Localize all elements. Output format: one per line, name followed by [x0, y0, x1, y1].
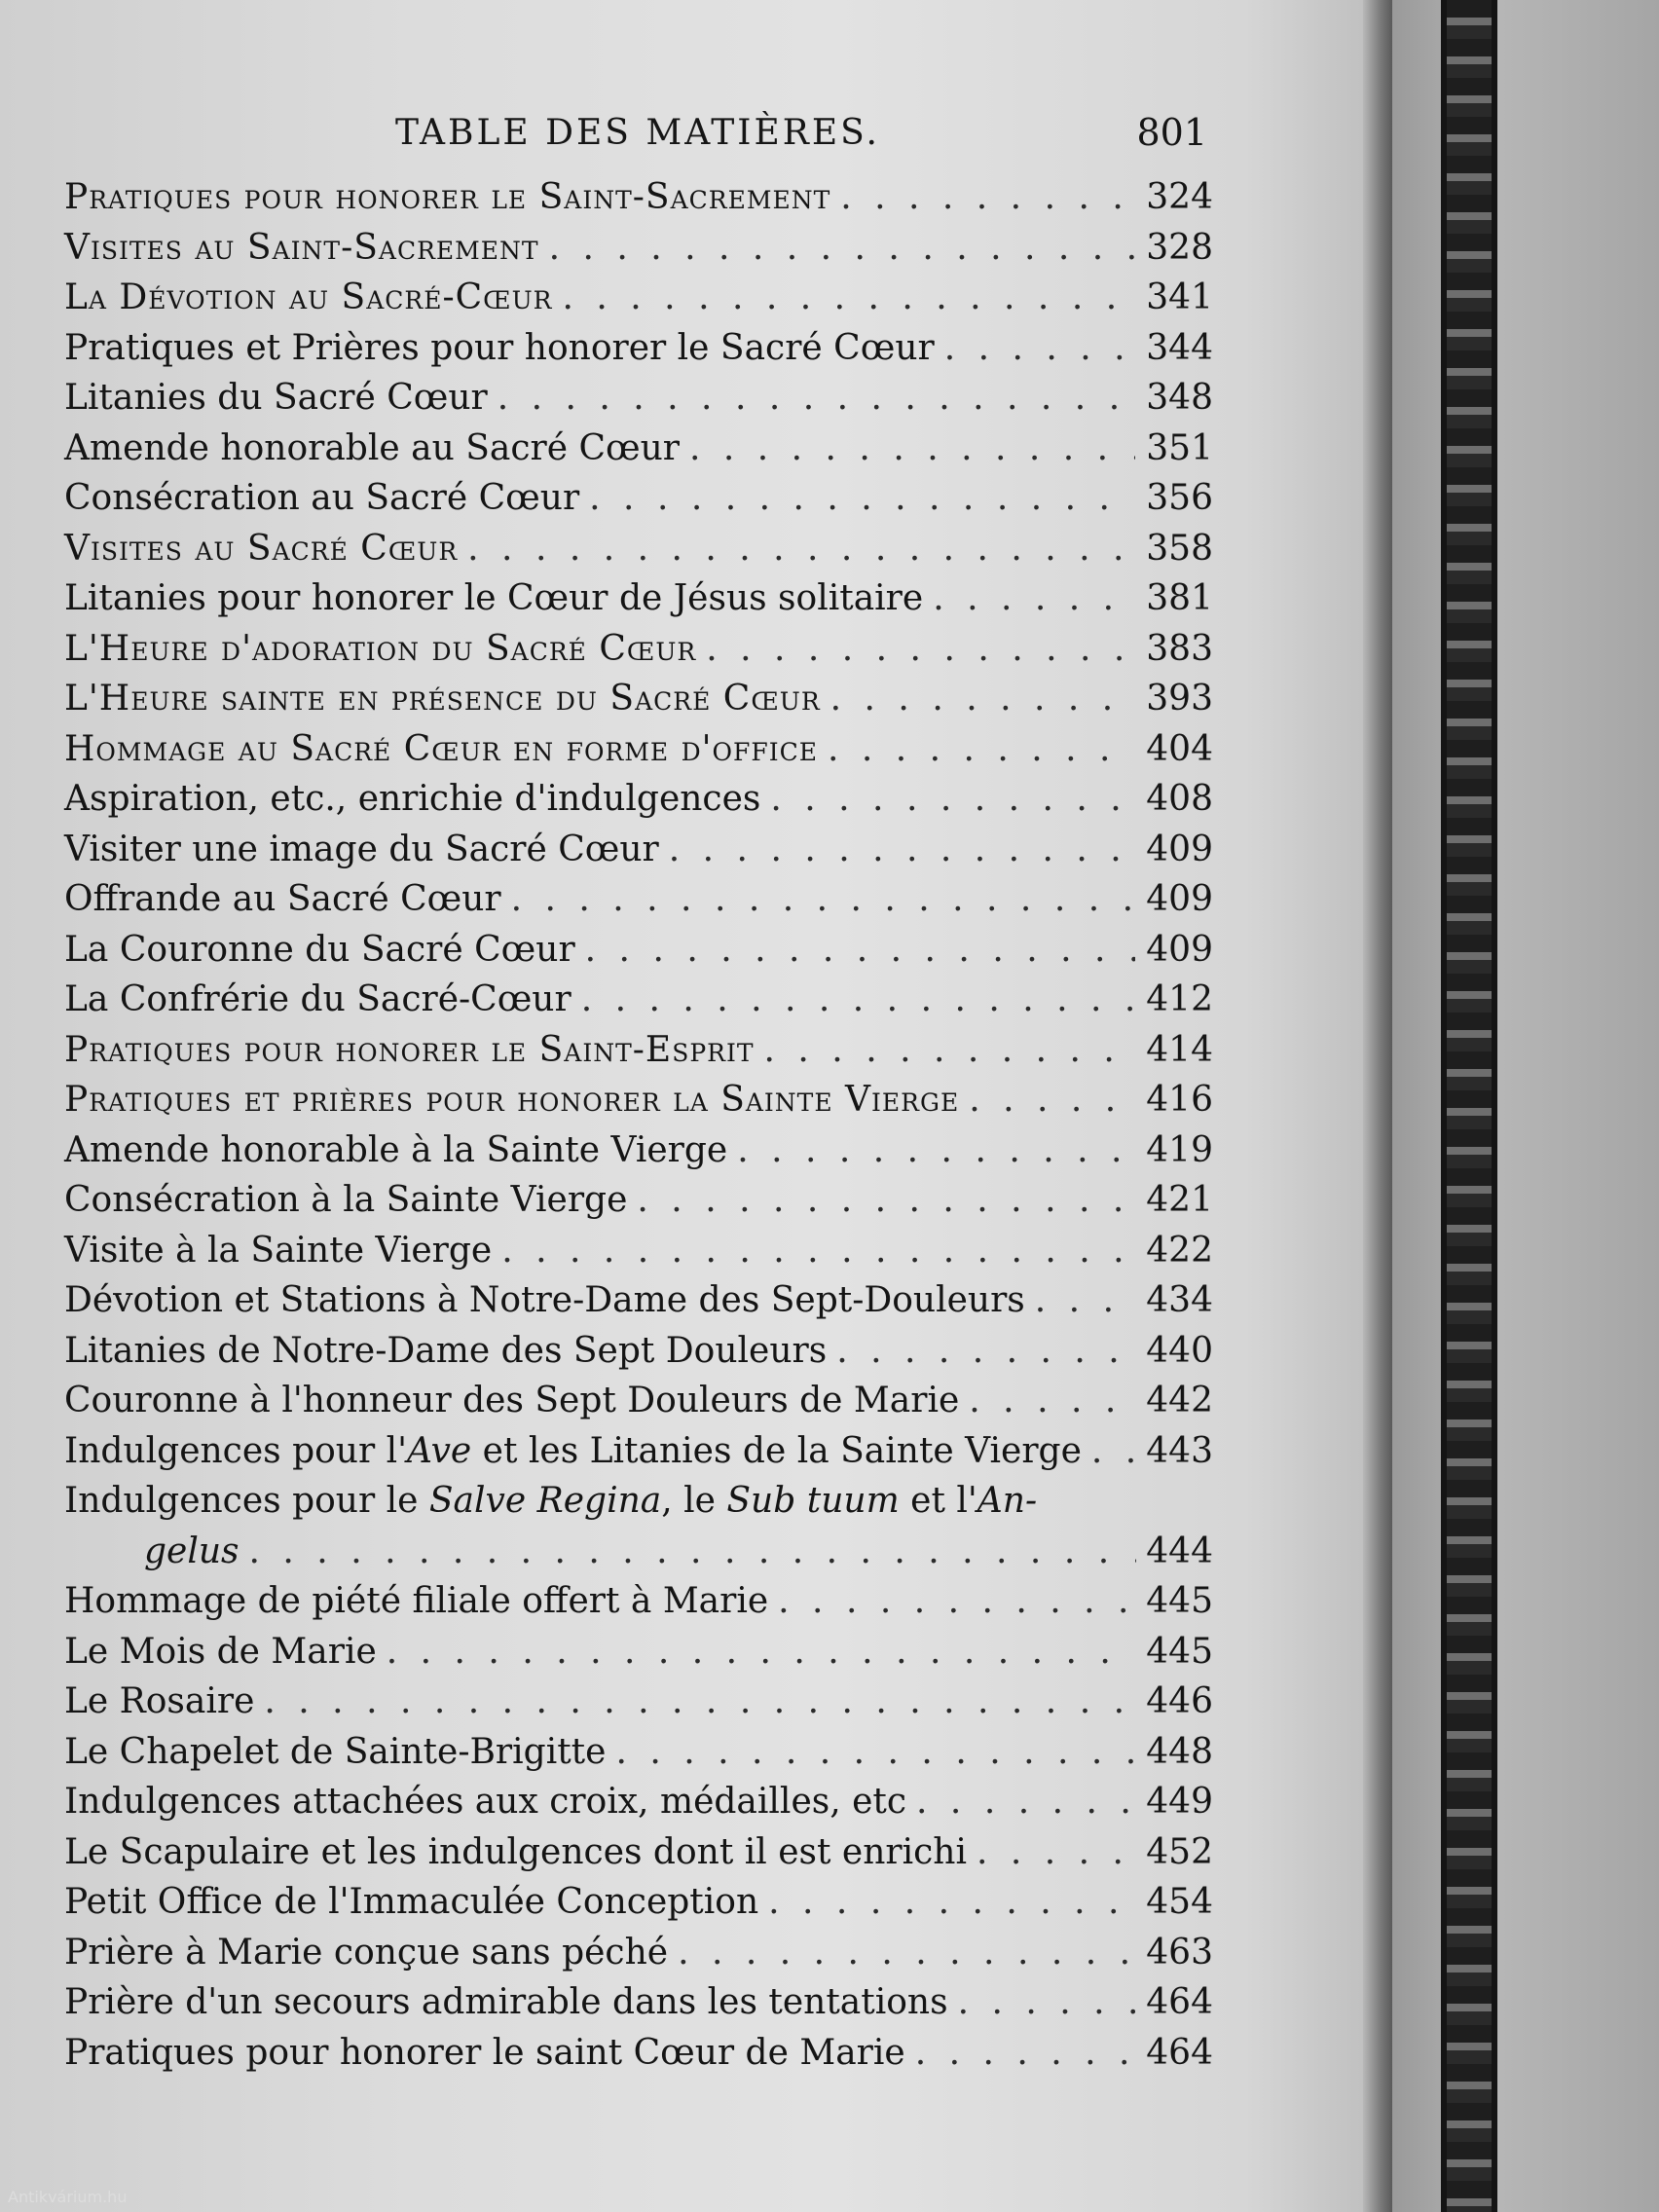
- toc-entry-page: 464: [1146, 1982, 1213, 2022]
- toc-entry-title: Le Chapelet de Sainte-Brigitte: [64, 1731, 607, 1772]
- toc-entry-page: 404: [1146, 728, 1213, 769]
- toc-entry-page: 449: [1146, 1782, 1213, 1822]
- toc-entry: [64, 328, 1213, 379]
- toc-entry: [64, 1882, 1213, 1933]
- dot-leader: [977, 1832, 1135, 1872]
- toc-entry: [64, 1581, 1213, 1632]
- toc-entry-title: Pratiques et prières pour honorer la Sainte Vierge: [64, 1080, 960, 1120]
- toc-entry: [64, 228, 1213, 278]
- table-of-contents: [64, 177, 1213, 2083]
- toc-entry: [64, 1431, 1213, 1482]
- toc-entry-page: 419: [1146, 1129, 1213, 1170]
- toc-entry-title: Visiter une image du Sacré Cœur: [64, 829, 659, 869]
- toc-entry-page: 381: [1146, 578, 1213, 618]
- toc-entry: [64, 1080, 1213, 1130]
- toc-entry-page: 356: [1146, 478, 1213, 518]
- toc-entry: [64, 1982, 1213, 2033]
- toc-entry-title: Consécration à la Sainte Vierge: [64, 1180, 628, 1220]
- toc-entry-page: 421: [1146, 1180, 1213, 1220]
- dot-leader: [706, 629, 1135, 669]
- dot-leader: [615, 1732, 1135, 1772]
- toc-entry: [64, 1280, 1213, 1331]
- toc-entry: [64, 578, 1213, 629]
- toc-entry: [64, 478, 1213, 529]
- toc-entry-title: Amende honorable à la Sainte Vierge: [64, 1129, 728, 1170]
- toc-entry-title-continued: gelus: [144, 1530, 240, 1571]
- dot-leader: [770, 779, 1135, 819]
- dot-leader: [678, 1933, 1135, 1972]
- dot-leader: [836, 1331, 1135, 1371]
- toc-entry-title: La Confrérie du Sacré-Cœur: [64, 979, 571, 1019]
- toc-entry: [64, 1782, 1213, 1832]
- toc-entry-page: 444: [1146, 1530, 1213, 1571]
- toc-entry: [64, 979, 1213, 1030]
- toc-entry-title: Amende honorable au Sacré Cœur: [64, 427, 680, 468]
- toc-entry-page: 464: [1146, 2032, 1213, 2073]
- dot-leader: [969, 1080, 1135, 1120]
- toc-entry: [64, 1481, 1213, 1581]
- toc-entry-title: Le Rosaire: [64, 1681, 255, 1721]
- toc-entry: [64, 830, 1213, 880]
- toc-entry-page: 409: [1146, 829, 1213, 869]
- toc-entry-title: Indulgences pour le Salve Regina, le Sub tuum et l'An-: [64, 1481, 1038, 1521]
- toc-entry-page: 383: [1146, 628, 1213, 669]
- toc-entry: [64, 378, 1213, 428]
- toc-entry: [64, 879, 1213, 930]
- toc-entry-title: Litanies du Sacré Cœur: [64, 378, 488, 418]
- dot-leader: [387, 1632, 1135, 1672]
- toc-entry: [64, 529, 1213, 579]
- toc-entry: [64, 1732, 1213, 1783]
- toc-entry-title: Indulgences pour l'Ave et les Litanies de la Sainte Vierge: [64, 1430, 1082, 1471]
- page-number: 801: [1136, 111, 1207, 154]
- dot-leader: [764, 1030, 1135, 1070]
- toc-entry-page: 348: [1146, 378, 1213, 418]
- toc-entry-title: Prière d'un secours admirable dans les tentations: [64, 1982, 948, 2022]
- toc-entry-page: 358: [1146, 528, 1213, 569]
- toc-entry-page: 409: [1146, 879, 1213, 919]
- toc-entry-title: Litanies de Notre-Dame des Sept Douleurs: [64, 1330, 828, 1371]
- toc-entry-title: Visites au Sacré Cœur: [64, 528, 459, 569]
- toc-entry-page: 434: [1146, 1280, 1213, 1320]
- dot-leader: [958, 1982, 1135, 2022]
- dot-leader: [637, 1180, 1135, 1220]
- toc-entry-title: Hommage de piété filiale offert à Marie: [64, 1581, 769, 1621]
- dot-leader: [944, 328, 1135, 368]
- toc-entry-title: Offrande au Sacré Cœur: [64, 879, 501, 919]
- dot-leader: [830, 679, 1135, 719]
- toc-entry: [64, 1832, 1213, 1883]
- toc-entry-title: L'Heure sainte en présence du Sacré Cœur: [64, 679, 821, 719]
- toc-entry-page: 414: [1146, 1029, 1213, 1070]
- toc-entry-page: 409: [1146, 929, 1213, 970]
- toc-entry-title: Visite à la Sainte Vierge: [64, 1230, 493, 1271]
- dot-leader: [585, 930, 1135, 970]
- toc-entry-title: L'Heure d'adoration du Sacré Cœur: [64, 628, 697, 669]
- toc-entry-page: 454: [1146, 1882, 1213, 1922]
- toc-entry: [64, 679, 1213, 729]
- toc-entry-title: Aspiration, etc., enrichie d'indulgences: [64, 779, 761, 819]
- dot-leader: [778, 1581, 1135, 1621]
- toc-entry-page: 452: [1146, 1831, 1213, 1872]
- toc-entry-page: 446: [1146, 1681, 1213, 1721]
- toc-entry-page: 341: [1146, 277, 1213, 317]
- dot-leader: [933, 578, 1135, 618]
- toc-entry-title: Consécration au Sacré Cœur: [64, 478, 580, 518]
- toc-entry-page: 416: [1146, 1080, 1213, 1120]
- dot-leader: [501, 1231, 1135, 1271]
- toc-entry-page: 442: [1146, 1381, 1213, 1420]
- toc-entry-page: 445: [1146, 1581, 1213, 1621]
- toc-entry-page: 422: [1146, 1230, 1213, 1271]
- toc-entry: [64, 1381, 1213, 1431]
- dot-leader: [916, 1782, 1135, 1822]
- toc-entry-page: 351: [1146, 427, 1213, 468]
- toc-entry: [64, 629, 1213, 680]
- toc-entry-title: Visites au Saint-Sacrement: [64, 227, 539, 268]
- toc-entry: [64, 1231, 1213, 1281]
- dot-leader: [768, 1882, 1135, 1922]
- page-gutter: [1363, 0, 1392, 2212]
- dot-leader: [549, 228, 1135, 268]
- toc-entry-title: Pratiques pour honorer le Saint-Esprit: [64, 1029, 755, 1070]
- toc-entry: [64, 177, 1213, 228]
- toc-entry-title: La Couronne du Sacré Cœur: [64, 929, 575, 970]
- toc-entry-page: 412: [1146, 979, 1213, 1019]
- toc-entry-title: La Dévotion au Sacré-Cœur: [64, 277, 553, 317]
- toc-entry: [64, 428, 1213, 479]
- dot-leader: [498, 378, 1135, 418]
- toc-entry-page: 408: [1146, 779, 1213, 819]
- toc-entry-title: Pratiques et Prières pour honorer le Sacré Cœur: [64, 327, 935, 368]
- dot-leader: [264, 1681, 1135, 1721]
- dot-leader: [1091, 1431, 1135, 1471]
- dot-leader: [511, 879, 1135, 919]
- book-cover: [1392, 0, 1659, 2212]
- toc-entry-title: Petit Office de l'Immaculée Conception: [64, 1882, 759, 1922]
- dot-leader: [737, 1130, 1135, 1170]
- toc-entry-title: Le Scapulaire et les indulgences dont il est enrichi: [64, 1831, 967, 1872]
- page-title: TABLE DES MATIÈRES.: [395, 113, 880, 153]
- toc-entry-page: 393: [1146, 679, 1213, 719]
- dot-leader: [563, 277, 1135, 317]
- dot-leader: [1035, 1280, 1135, 1320]
- dot-leader: [915, 2033, 1135, 2073]
- watermark: Antikvárium.hu: [8, 2188, 128, 2206]
- book-spine: [1441, 0, 1497, 2212]
- toc-entry-page: 440: [1146, 1330, 1213, 1371]
- toc-entry-page: 463: [1146, 1932, 1213, 1972]
- toc-entry: [64, 1180, 1213, 1231]
- toc-entry: [64, 1130, 1213, 1181]
- toc-entry-title: Pratiques pour honorer le saint Cœur de Marie: [64, 2032, 905, 2073]
- toc-entry-title: Litanies pour honorer le Cœur de Jésus solitaire: [64, 578, 924, 618]
- toc-entry: [64, 779, 1213, 830]
- toc-entry-title: Le Mois de Marie: [64, 1631, 377, 1672]
- toc-entry: [64, 1030, 1213, 1081]
- toc-entry: [64, 930, 1213, 980]
- dot-leader: [840, 177, 1135, 217]
- dot-leader: [589, 478, 1135, 518]
- toc-entry: [64, 1632, 1213, 1682]
- toc-entry-title: Hommage au Sacré Cœur en forme d'office: [64, 728, 818, 769]
- toc-entry-page: 448: [1146, 1731, 1213, 1772]
- dot-leader: [467, 529, 1135, 569]
- toc-entry: [64, 1331, 1213, 1382]
- toc-entry: [64, 277, 1213, 328]
- page-header: [68, 109, 1207, 164]
- dot-leader: [828, 729, 1135, 769]
- toc-entry: [64, 729, 1213, 780]
- toc-entry-title: Dévotion et Stations à Notre-Dame des Sept-Douleurs: [64, 1280, 1025, 1320]
- toc-entry: [64, 1681, 1213, 1732]
- dot-leader: [689, 428, 1135, 468]
- toc-entry-page: 344: [1146, 327, 1213, 368]
- toc-entry-page: 324: [1146, 177, 1213, 217]
- toc-entry: [64, 2033, 1213, 2083]
- toc-entry: [64, 1933, 1213, 1983]
- toc-entry-title: Couronne à l'honneur des Sept Douleurs de Marie: [64, 1381, 960, 1420]
- dot-leader: [581, 979, 1135, 1019]
- toc-entry-page: 443: [1146, 1430, 1213, 1471]
- toc-entry-title: Indulgences attachées aux croix, médailles, etc: [64, 1782, 907, 1822]
- toc-entry-title: Prière à Marie conçue sans péché: [64, 1932, 669, 1972]
- toc-entry-page: 445: [1146, 1631, 1213, 1672]
- toc-entry-title: Pratiques pour honorer le Saint-Sacrement: [64, 177, 831, 217]
- dot-leader: [969, 1381, 1135, 1420]
- dot-leader: [669, 830, 1135, 869]
- dot-leader: [249, 1531, 1137, 1571]
- toc-entry-page: 328: [1146, 227, 1213, 268]
